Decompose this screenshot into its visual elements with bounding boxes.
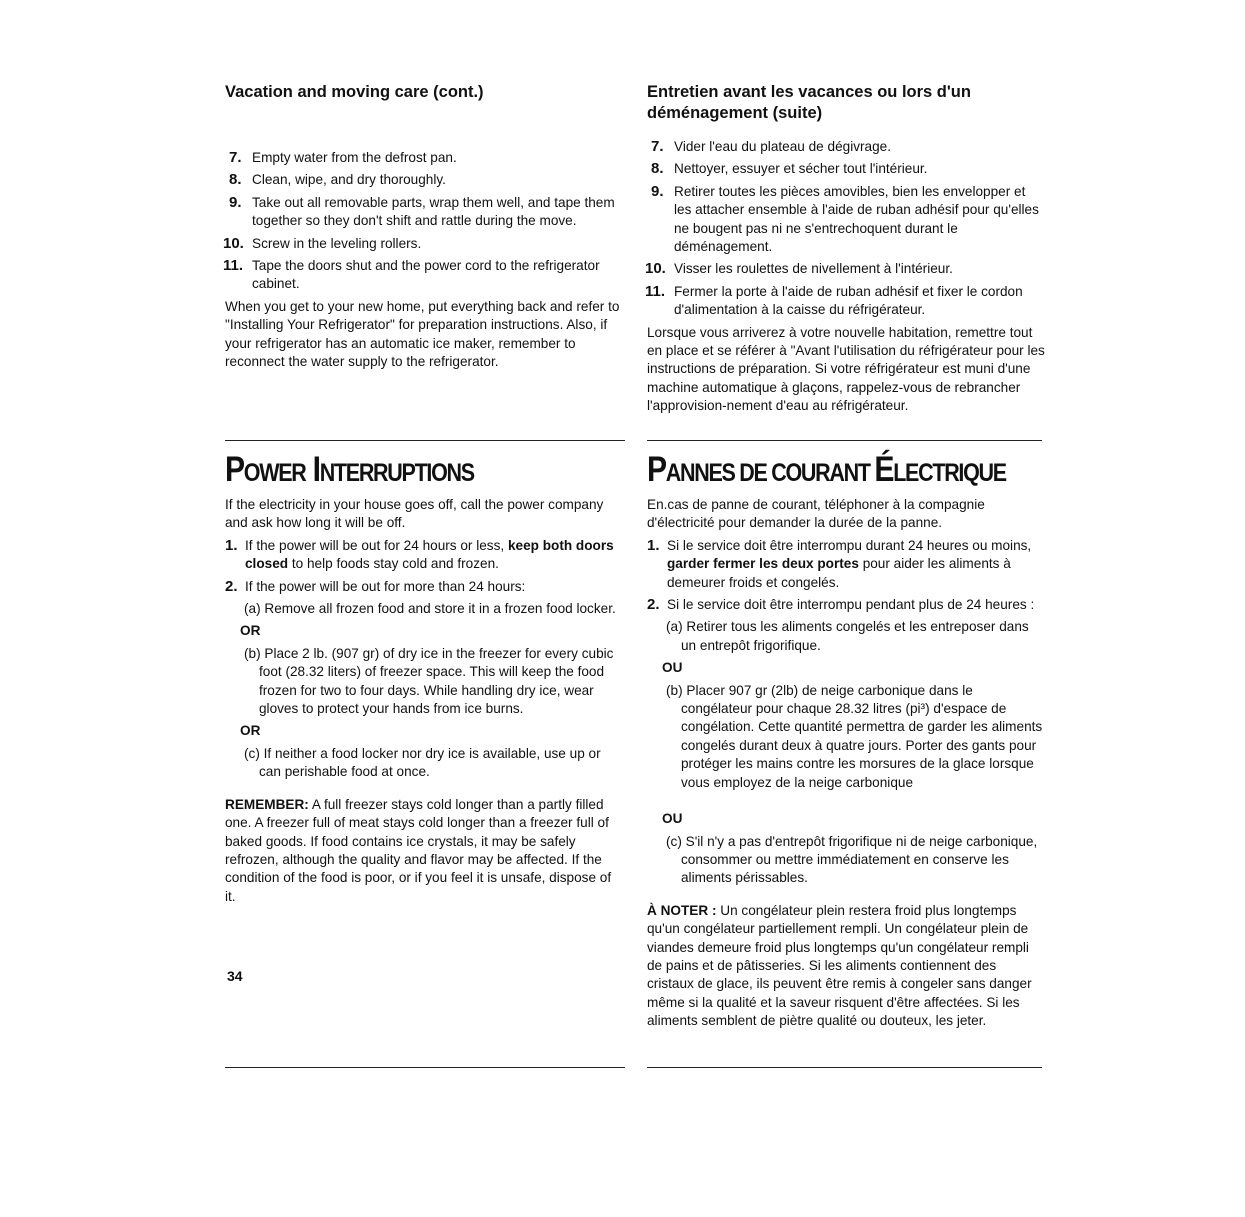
step-number: 2.: [647, 596, 660, 614]
step-number: 2.: [225, 577, 238, 595]
step-text: Nettoyer, essuyer et sécher tout l'intérieur.: [674, 161, 928, 177]
step-number: 8.: [651, 160, 664, 178]
page-number: 34: [227, 968, 243, 984]
heading-initial: É: [874, 450, 894, 489]
vacation-title-en: Vacation and moving care (cont.): [225, 83, 484, 101]
option-c-en: (c) If neither a food locker nor dry ice is available, use up or can perishable food at once.: [244, 745, 601, 780]
step-text: Vider l'eau du plateau de dégivrage.: [674, 139, 891, 154]
step-7-fr: [647, 138, 1045, 156]
pannes-de-courant-heading: [647, 450, 1006, 493]
or-label: OU: [662, 660, 683, 676]
option-b-en: (b) Place 2 lb. (907 gr) of dry ice in the freezer for every cubic foot (28.32 liters) of freezer space. This will keep the food frozen for two to four days. While handling dry ice, wear gloves to protect your hands from ice burns.: [244, 645, 614, 717]
step-text: Visser les roulettes de nivellement à l'intérieur.: [674, 261, 953, 277]
step-text: Screw in the leveling rollers.: [252, 235, 422, 251]
or-label: OR: [240, 623, 261, 639]
vacation-title-fr: Entretien avant les vacances ou lors d'un déménagement (suite): [647, 83, 971, 122]
remember-label: REMEMBER:: [225, 796, 309, 812]
section-divider-fr: [647, 440, 1042, 441]
bottom-rule-en: [225, 1067, 625, 1068]
remember-note-en: [225, 796, 625, 906]
option-c-fr: (c) S'il n'y a pas d'entrepôt frigorifique ni de neige carbonique, consommer ou mettre immédiatement en conserve les aliments périssables.: [666, 833, 1038, 886]
step-number: 10.: [645, 260, 666, 278]
power-section-fr: [647, 496, 1045, 1031]
step-text: to help foods stay cold and frozen.: [291, 556, 499, 572]
moving-paragraph-en: When you get to your new home, put everything back and refer to "Installing Your Refrigerator" for preparation instructions. Also, if your refrigerator has an automatic ice maker, remember to reconnect the water supply to the refrigerator.: [225, 298, 620, 370]
power-section-en: [225, 496, 625, 906]
option-a-en: (a) Remove all frozen food and store it in a frozen food locker.: [244, 601, 616, 617]
heading-initial: I: [312, 450, 320, 489]
power-step-2-fr: [647, 596, 1045, 614]
step-9-fr: [647, 183, 1045, 257]
step-text: Take out all removable parts, wrap them well, and tape them together so they don't shift and rattle during the move.: [252, 194, 615, 229]
step-8-en: [225, 171, 625, 189]
step-text: Tape the doors shut and the power cord to the refrigerator cabinet.: [252, 258, 600, 292]
heading-smallcaps: NTERRUPTIONS: [319, 459, 474, 487]
bottom-rule-fr: [647, 1067, 1042, 1068]
step-number: 10.: [223, 234, 244, 252]
step-number: 9.: [651, 182, 664, 200]
step-text: If the power will be out for 24 hours or less,: [245, 537, 505, 553]
vacation-section-fr: [647, 82, 1045, 416]
step-emphasis: garder fermer les deux portes: [667, 556, 859, 572]
power-intro-en: If the electricity in your house goes off, call the power company and ask how long it will be off.: [225, 497, 604, 531]
step-text: Si le service doit être interrompu durant 24 heures ou moins,: [667, 537, 1032, 553]
step-number: 1.: [225, 536, 238, 554]
power-step-1-en: [225, 537, 625, 574]
step-11-fr: [647, 283, 1045, 320]
heading-initial: P: [225, 450, 244, 489]
remember-text: A full freezer stays cold longer than a partly filled one. A freezer full of meat stays cold longer than a freezer full of baked goods. If food contains ice crystals, it may be safely refrozen, although the quality and flavor may be affected. If the condition of the food is poor, or if you feel it is unsafe, dispose of it.: [225, 796, 612, 904]
step-10-en: [225, 235, 625, 253]
step-emphasis: keep both doors closed: [245, 537, 614, 572]
step-text: Empty water from the defrost pan.: [252, 150, 457, 165]
power-step-2-en: [225, 578, 625, 596]
step-text: Clean, wipe, and dry thoroughly.: [252, 172, 446, 188]
step-number: 7.: [229, 149, 242, 166]
step-11-en: [225, 257, 625, 294]
power-step-1-fr: [647, 537, 1045, 592]
power-interruptions-heading: [225, 450, 474, 493]
step-number: 8.: [229, 171, 242, 189]
step-number: 9.: [229, 193, 242, 211]
step-7-en: [225, 149, 625, 167]
section-divider-en: [225, 440, 625, 441]
heading-smallcaps: ANNES DE COURANT: [665, 459, 875, 487]
or-label: OU: [662, 811, 683, 827]
remember-label: À NOTER :: [647, 902, 717, 918]
step-text: Retirer toutes les pièces amovibles, bien les envelopper et les attacher ensemble à l'aide de ruban adhésif pour qu'elles ne bougent pas ni ne s'entrechoquent durant le déménagement.: [674, 183, 1039, 255]
step-number: 1.: [647, 536, 660, 554]
or-label: OR: [240, 723, 261, 739]
step-10-fr: [647, 260, 1045, 278]
heading-smallcaps: OWER: [243, 459, 306, 487]
step-text: If the power will be out for more than 24 hours:: [245, 578, 526, 594]
step-text: Si le service doit être interrompu pendant plus de 24 heures :: [667, 597, 1035, 613]
step-text: pour aider les aliments à demeurer froids et congelés.: [667, 556, 1011, 590]
vacation-section-en: [225, 82, 625, 371]
step-number: 11.: [223, 257, 244, 275]
step-number: 11.: [645, 282, 666, 300]
heading-initial: P: [647, 450, 666, 489]
option-a-fr: (a) Retirer tous les aliments congelés et les entreposer dans un entrepôt frigorifique.: [666, 619, 1029, 653]
step-8-fr: [647, 160, 1045, 178]
step-9-en: [225, 194, 625, 231]
power-intro-fr: En.cas de panne de courant, téléphoner à la compagnie d'électricité pour demander la durée de la panne.: [647, 497, 985, 531]
remember-text: Un congélateur plein restera froid plus longtemps qu'un congélateur partiellement rempli. Un congélateur plein de viandes demeure froid plus longtemps qu'un congélateur rempli de pains et de pâtisseries. Si les aliments contiennent des cristaux de glace, ils peuvent être remis à congeler sans danger même si la qualité et la saveur risquent d'être affectées. Si les aliments semblent de piètre qualité ou douteux, les jeter.: [647, 902, 1032, 1029]
heading-smallcaps: LECTRIQUE: [893, 459, 1006, 487]
moving-paragraph-fr: Lorsque vous arriverez à votre nouvelle habitation, remettre tout en place et se référer à "Avant l'utilisation du réfrigérateur pour les instructions de préparation. Si votre réfrigérateur est muni d'une machine automatique à glaçons, rappelez-vous de rebrancher l'approvision-nement d'eau au réfrigérateur.: [647, 324, 1045, 414]
remember-note-fr: [647, 902, 1045, 1031]
option-b-fr: (b) Placer 907 gr (2lb) de neige carbonique dans le congélateur pour chaque 28.32 litres (pi³) d'espace de congélation. Cette quantité permettra de garder les aliments congelés durant deux à quatre jours. Porter des gants pour protéger les mains contre les morsures de la glace lorsque vous employez de la neige carbonique: [666, 682, 1043, 790]
step-text: Fermer la porte à l'aide de ruban adhésif et fixer le cordon d'alimentation à la caisse du réfrigérateur.: [674, 283, 1023, 318]
step-number: 7.: [651, 138, 664, 155]
